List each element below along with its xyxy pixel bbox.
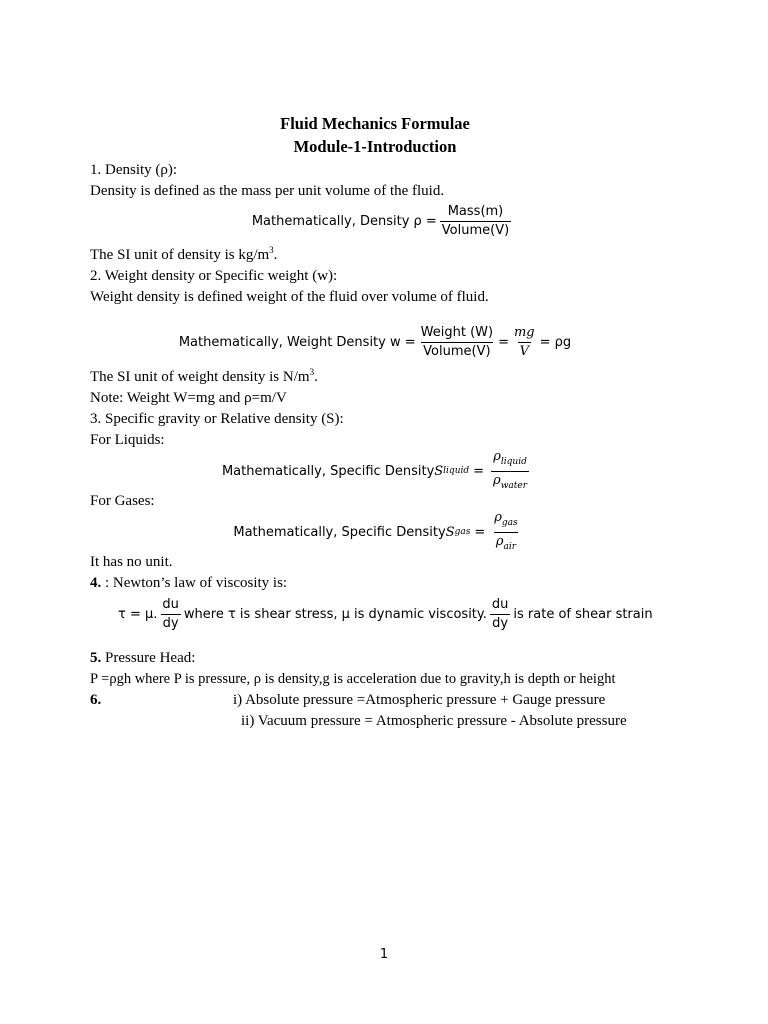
weight-density-equals-2: = ρg [539,334,572,350]
viscosity-formula [118,594,660,634]
liquid-fraction [491,449,529,494]
gas-denominator [494,532,518,555]
gas-equals: = [474,524,486,540]
no-unit-text: It has no unit. [90,554,173,570]
gas-formula-lhs: Mathematically, Specific Density [233,524,446,540]
specific-density-gas-formula [96,509,660,552]
density-definition: Density is defined as the mass per unit volume of the fluid. [90,183,445,199]
gas-s-symbol: S [445,524,455,540]
specific-density-liquid-formula [94,448,660,491]
density-si-unit [90,240,660,266]
viscosity-heading [90,573,660,594]
gas-numerator [492,510,519,532]
viscosity-end-text: is rate of shear strain [513,606,653,622]
pressure-relations-number: 6. [90,692,102,708]
pressure-head-formula: P =ρgh where P is pressure, ρ is density,g is acceleration due to gravity,h is depth or height [90,671,616,687]
pressure-head-heading [90,648,660,669]
liquid-formula-lhs: Mathematically, Specific Density [221,463,435,479]
density-heading: 1. Density (ρ): [90,162,178,178]
density-formula-lhs: Mathematically, Density ρ = [251,213,437,229]
weight-density-numerator-2: mg [513,324,535,340]
document-page [90,112,660,732]
viscosity-fraction-1 [160,597,181,632]
viscosity-heading-text: : Newton’s law of viscosity is: [101,575,288,591]
weight-density-note: Note: Weight W=mg and ρ=m/V [90,390,287,406]
weight-density-fraction-1 [419,325,495,360]
liquid-denominator-rho: ρ [493,472,501,488]
density-numerator: Mass(m) [447,203,504,219]
vacuum-pressure-relation: ii) Vacuum pressure = Atmospheric pressure - Absolute pressure [241,713,627,729]
viscosity-numerator-1: du [162,596,179,612]
for-gases-label: For Gases: [90,493,155,509]
weight-density-formula-lhs: Mathematically, Weight Density w = [178,334,416,350]
weight-density-definition: Weight density is defined weight of the fluid over volume of fluid. [90,289,489,305]
density-formula [106,202,660,240]
viscosity-number: 4. [90,575,102,591]
density-fraction [440,204,511,239]
absolute-pressure-relation: i) Absolute pressure =Atmospheric pressure + Gauge pressure [233,692,606,708]
weight-density-si-unit [90,362,660,388]
page-number: 1 [379,947,389,962]
density-denominator: Volume(V) [441,222,510,238]
pressure-head-heading-text: Pressure Head: [101,650,196,666]
document-title: Fluid Mechanics Formulae [280,114,470,133]
gas-denominator-sub: air [503,541,517,552]
weight-density-si-unit-text: The SI unit of weight density is N/m [90,369,310,385]
weight-density-denominator-1: Volume(V) [423,343,491,359]
weight-density-formula [90,322,660,362]
weight-density-si-unit-end: . [314,369,318,385]
liquid-denominator-sub: water [500,480,528,491]
weight-density-si-unit-sup: 3 [309,367,315,377]
weight-density-fraction-2 [512,325,537,360]
for-liquids-label: For Liquids: [90,432,165,448]
weight-density-equals-1: = [498,334,509,350]
gas-s-subscript: gas [454,526,471,537]
liquid-s-symbol: S [434,463,444,479]
gas-fraction [492,510,519,555]
gas-numerator-rho: ρ [494,509,502,525]
weight-density-numerator-1: Weight (W) [420,324,494,340]
viscosity-fraction-2 [490,597,511,632]
liquid-equals: = [473,463,485,479]
viscosity-denominator-1: dy [162,615,179,631]
weight-density-heading: 2. Weight density or Specific weight (w): [90,268,338,284]
viscosity-numerator-2: du [491,596,509,612]
viscosity-denominator-2: dy [492,615,509,631]
specific-gravity-heading: 3. Specific gravity or Relative density (S): [90,411,344,427]
density-si-unit-end: . [273,247,278,263]
pressure-relations [90,690,660,711]
liquid-s-subscript: liquid [443,465,470,476]
viscosity-mid-text: where τ is shear stress, μ is dynamic viscosity. [183,606,487,622]
pressure-head-number: 5. [90,650,102,666]
viscosity-lhs: τ = μ. [118,606,158,622]
document-subtitle: Module-1-Introduction [293,137,457,156]
gas-denominator-rho: ρ [495,533,504,549]
gas-numerator-sub: gas [501,517,518,528]
liquid-denominator [491,471,529,494]
weight-density-denominator-2: V [519,343,529,359]
density-si-unit-text: The SI unit of density is kg/m [90,247,270,263]
liquid-numerator-sub: liquid [500,456,527,467]
liquid-numerator-rho: ρ [493,448,501,464]
liquid-numerator [491,449,529,471]
density-si-unit-sup: 3 [269,245,274,255]
